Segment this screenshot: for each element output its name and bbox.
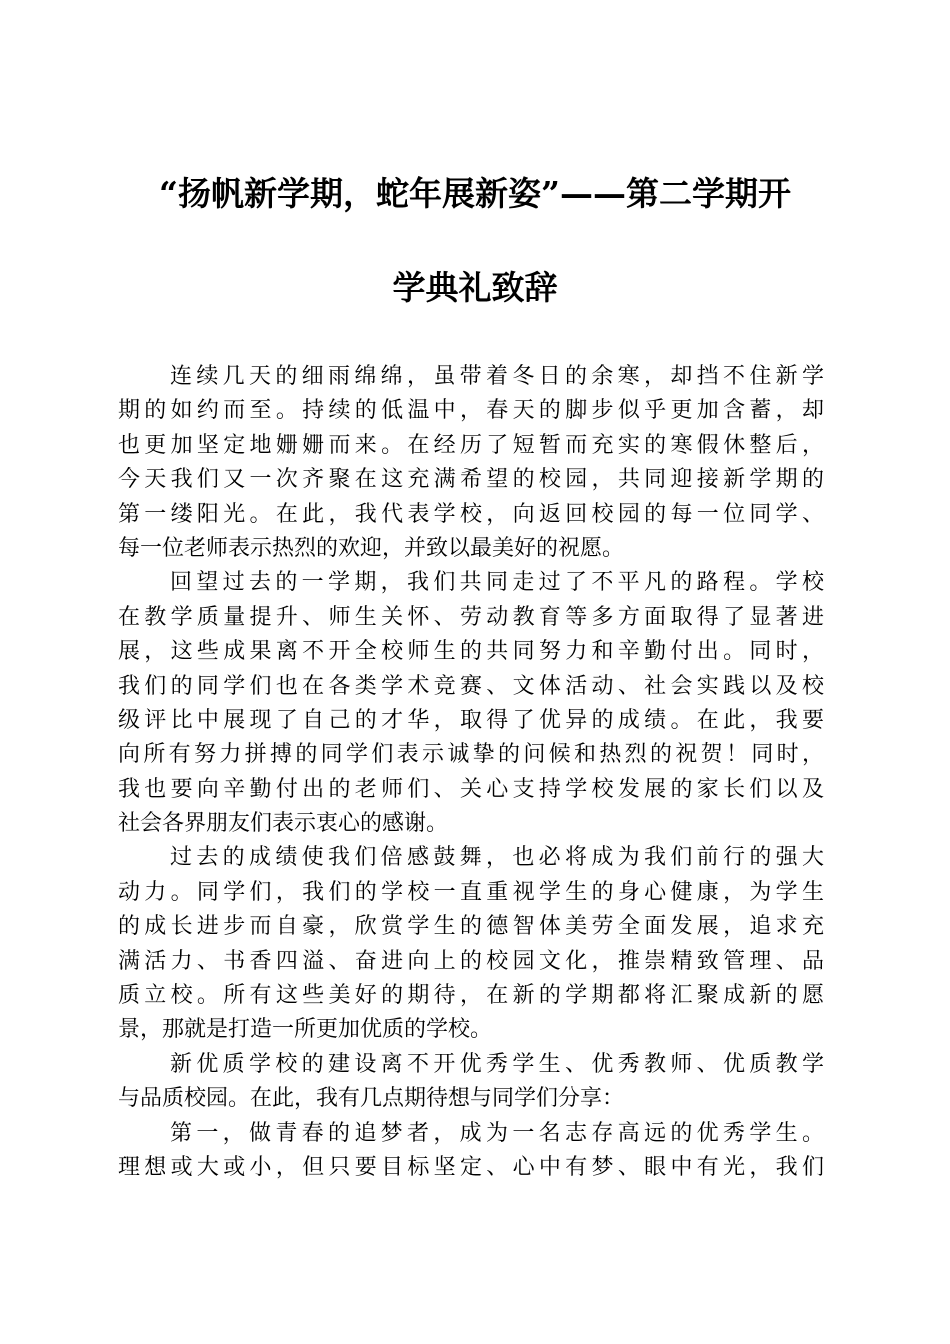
document-title-line-2: 学典礼致辞 [392, 268, 558, 307]
body-text-line: 新优质学校的建设离不开优秀学生、优秀教师、优质教学 [170, 1051, 824, 1077]
body-text-line: 展，这些成果离不开全校师生的共同努力和辛勤付出。同时， [118, 639, 824, 665]
body-text-line: 景，那就是打造一所更加优质的学校。 [118, 1017, 493, 1043]
body-text-line: 连续几天的细雨绵绵，虽带着冬日的余寒，却挡不住新学 [170, 364, 824, 389]
body-text-line: 过去的成绩使我们倍感鼓舞，也必将成为我们前行的强大 [170, 845, 824, 871]
body-text-line: 第一缕阳光。在此，我代表学校，向返回校园的每一位同学、 [118, 501, 824, 527]
body-text-line: 在教学质量提升、师生关怀、劳动教育等多方面取得了显著进 [118, 604, 824, 630]
document-body [118, 360, 824, 1185]
body-text-line: 级评比中展现了自己的才华，取得了优异的成绩。在此，我要 [118, 707, 824, 733]
body-text-line: 向所有努力拼搏的同学们表示诚挚的问候和热烈的祝贺！同时， [118, 742, 824, 768]
body-text-line: 的成长进步而自豪，欣赏学生的德智体美劳全面发展，追求充 [118, 914, 824, 940]
body-text-line: 满活力、书香四溢、奋进向上的校园文化，推崇精致管理、品 [118, 948, 824, 974]
body-text-line: 理想或大或小，但只要目标坚定、心中有梦、眼中有光，我们 [118, 1154, 824, 1180]
body-text-line: 期的如约而至。持续的低温中，春天的脚步似乎更加含蓄，却 [118, 398, 824, 424]
body-text-line: 动力。同学们，我们的学校一直重视学生的身心健康，为学生 [118, 879, 824, 905]
body-text-line: 我也要向辛勤付出的老师们、关心支持学校发展的家长们以及 [118, 776, 824, 802]
body-text-line: 第一，做青春的追梦者，成为一名志存高远的优秀学生。 [170, 1120, 824, 1146]
body-text-line: 与品质校园。在此，我有几点期待想与同学们分享： [118, 1086, 625, 1112]
body-text-line: 也更加坚定地姗姗而来。在经历了短暂而充实的寒假休整后， [118, 432, 824, 458]
body-text-line: 我们的同学们也在各类学术竞赛、文体活动、社会实践以及校 [118, 673, 824, 699]
body-text-line: 回望过去的一学期，我们共同走过了不平凡的路程。学校 [170, 570, 824, 596]
document-title-line-1: “扬帆新学期，蛇年展新姿”——第二学期开 [159, 174, 791, 213]
body-text-line: 今天我们又一次齐聚在这充满希望的校园，共同迎接新学期的 [118, 467, 824, 493]
body-text-line: 质立校。所有这些美好的期待，在新的学期都将汇聚成新的愿 [118, 983, 824, 1009]
body-text-line: 社会各界朋友们表示衷心的感谢。 [118, 811, 449, 837]
body-text-line: 每一位老师表示热烈的欢迎，并致以最美好的祝愿。 [118, 535, 625, 561]
